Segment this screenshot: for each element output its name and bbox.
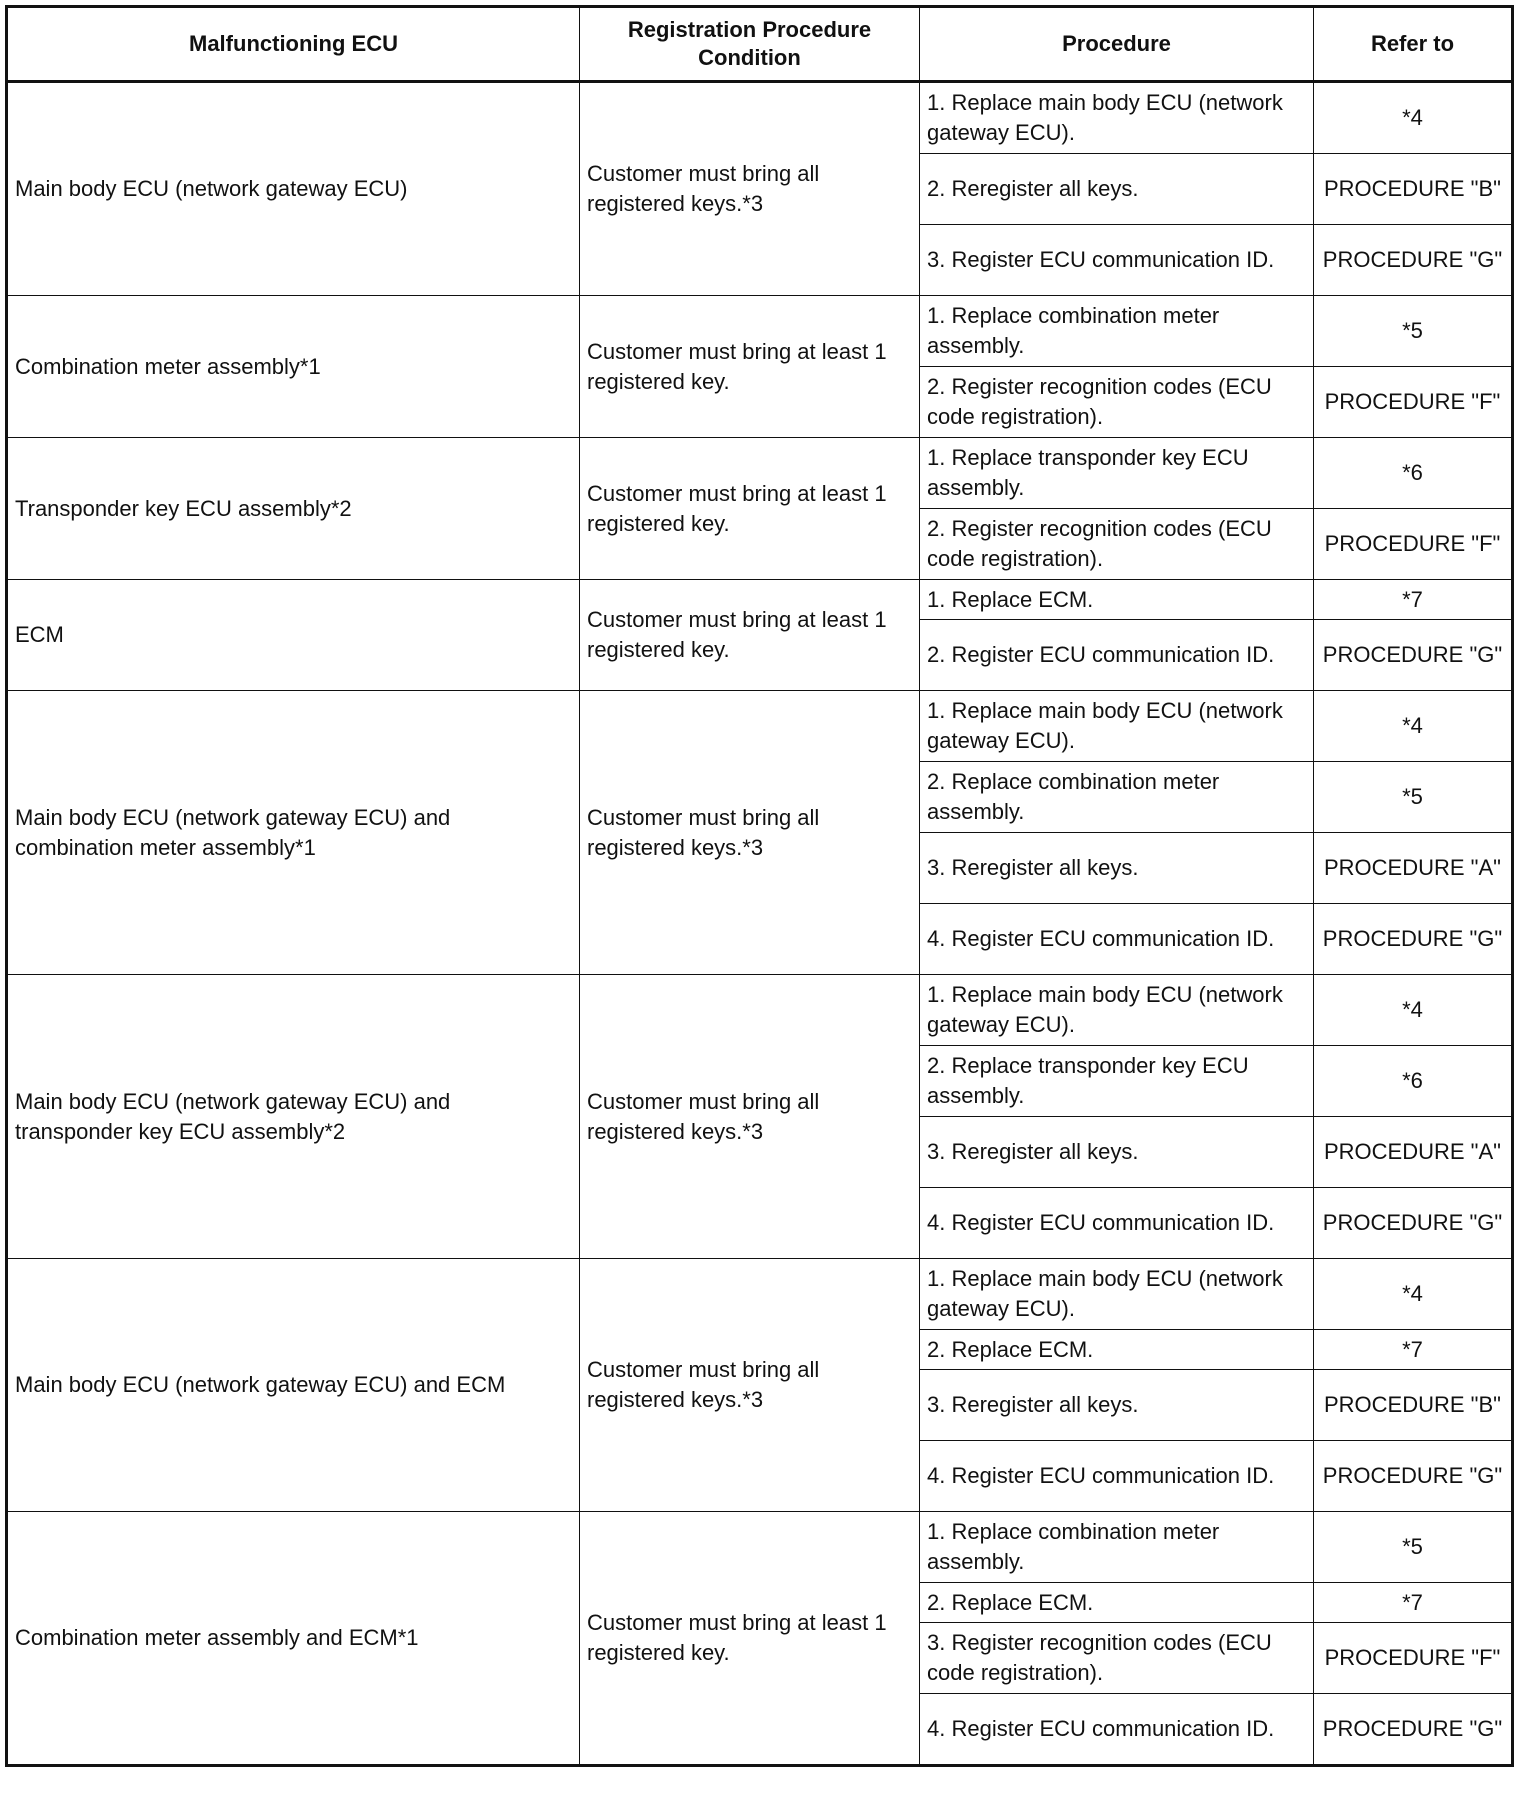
refer-to-cell: *6 xyxy=(1314,1046,1513,1117)
registration-condition-cell: Customer must bring at least 1 registered key. xyxy=(580,1512,920,1766)
refer-to-cell: PROCEDURE "G" xyxy=(1314,620,1513,691)
table-row xyxy=(7,82,1513,154)
refer-to-cell: *5 xyxy=(1314,762,1513,833)
refer-to-cell: PROCEDURE "F" xyxy=(1314,509,1513,580)
procedure-step-cell: 3. Register recognition codes (ECU code registration). xyxy=(920,1623,1314,1694)
refer-to-cell: *4 xyxy=(1314,1259,1513,1330)
refer-to-cell: *7 xyxy=(1314,580,1513,620)
malfunctioning-ecu-cell: Main body ECU (network gateway ECU) xyxy=(7,82,580,296)
registration-condition-cell: Customer must bring all registered keys.*3 xyxy=(580,82,920,296)
table-container xyxy=(5,5,1514,1767)
malfunctioning-ecu-cell: Main body ECU (network gateway ECU) and transponder key ECU assembly*2 xyxy=(7,975,580,1259)
procedure-step-cell: 1. Replace transponder key ECU assembly. xyxy=(920,438,1314,509)
procedure-step-cell: 4. Register ECU communication ID. xyxy=(920,1188,1314,1259)
procedure-step-cell: 2. Replace ECM. xyxy=(920,1583,1314,1623)
procedure-step-cell: 2. Register recognition codes (ECU code registration). xyxy=(920,367,1314,438)
refer-to-cell: PROCEDURE "B" xyxy=(1314,154,1513,225)
procedure-step-cell: 2. Reregister all keys. xyxy=(920,154,1314,225)
procedure-step-cell: 1. Replace combination meter assembly. xyxy=(920,296,1314,367)
procedure-step-cell: 2. Register ECU communication ID. xyxy=(920,620,1314,691)
header-malfunctioning-ecu: Malfunctioning ECU xyxy=(7,7,580,82)
procedure-step-cell: 1. Replace main body ECU (network gateway ECU). xyxy=(920,691,1314,762)
refer-to-cell: *4 xyxy=(1314,82,1513,154)
refer-to-cell: *7 xyxy=(1314,1583,1513,1623)
refer-to-cell: PROCEDURE "A" xyxy=(1314,833,1513,904)
procedure-step-cell: 3. Register ECU communication ID. xyxy=(920,225,1314,296)
refer-to-cell: PROCEDURE "G" xyxy=(1314,225,1513,296)
procedure-step-cell: 4. Register ECU communication ID. xyxy=(920,904,1314,975)
registration-condition-cell: Customer must bring at least 1 registered key. xyxy=(580,296,920,438)
header-registration-condition xyxy=(580,7,920,82)
procedure-step-cell: 1. Replace main body ECU (network gateway ECU). xyxy=(920,975,1314,1046)
procedure-step-cell: 2. Replace combination meter assembly. xyxy=(920,762,1314,833)
refer-to-cell: PROCEDURE "F" xyxy=(1314,1623,1513,1694)
procedure-step-cell: 1. Replace main body ECU (network gateway ECU). xyxy=(920,82,1314,154)
refer-to-cell: *5 xyxy=(1314,1512,1513,1583)
procedure-step-cell: 2. Register recognition codes (ECU code registration). xyxy=(920,509,1314,580)
registration-condition-cell: Customer must bring all registered keys.*3 xyxy=(580,1259,920,1512)
registration-condition-cell: Customer must bring at least 1 registered key. xyxy=(580,580,920,691)
refer-to-cell: PROCEDURE "A" xyxy=(1314,1117,1513,1188)
procedure-step-cell: 1. Replace ECM. xyxy=(920,580,1314,620)
refer-to-cell: *4 xyxy=(1314,691,1513,762)
refer-to-cell: *7 xyxy=(1314,1330,1513,1370)
procedure-step-cell: 1. Replace main body ECU (network gateway ECU). xyxy=(920,1259,1314,1330)
refer-to-cell: PROCEDURE "G" xyxy=(1314,1188,1513,1259)
malfunctioning-ecu-cell: ECM xyxy=(7,580,580,691)
header-procedure: Procedure xyxy=(920,7,1314,82)
table-row xyxy=(7,438,1513,509)
table-row xyxy=(7,296,1513,367)
header-registration-condition-text: Registration Procedure Condition xyxy=(627,17,872,70)
registration-condition-cell: Customer must bring at least 1 registered key. xyxy=(580,438,920,580)
refer-to-cell: PROCEDURE "F" xyxy=(1314,367,1513,438)
header-row xyxy=(7,7,1513,82)
table-header xyxy=(7,7,1513,82)
procedure-step-cell: 4. Register ECU communication ID. xyxy=(920,1441,1314,1512)
table-row xyxy=(7,580,1513,620)
registration-condition-cell: Customer must bring all registered keys.*3 xyxy=(580,691,920,975)
refer-to-cell: PROCEDURE "B" xyxy=(1314,1370,1513,1441)
refer-to-cell: *6 xyxy=(1314,438,1513,509)
header-refer-to: Refer to xyxy=(1314,7,1513,82)
ecu-replacement-table xyxy=(5,5,1514,1767)
registration-condition-cell: Customer must bring all registered keys.*3 xyxy=(580,975,920,1259)
procedure-step-cell: 3. Reregister all keys. xyxy=(920,833,1314,904)
procedure-step-cell: 3. Reregister all keys. xyxy=(920,1117,1314,1188)
procedure-step-cell: 2. Replace ECM. xyxy=(920,1330,1314,1370)
refer-to-cell: *4 xyxy=(1314,975,1513,1046)
table-row xyxy=(7,691,1513,762)
malfunctioning-ecu-cell: Main body ECU (network gateway ECU) and ECM xyxy=(7,1259,580,1512)
table-body xyxy=(7,82,1513,1766)
table-row xyxy=(7,975,1513,1046)
malfunctioning-ecu-cell: Combination meter assembly*1 xyxy=(7,296,580,438)
procedure-step-cell: 4. Register ECU communication ID. xyxy=(920,1694,1314,1766)
procedure-step-cell: 3. Reregister all keys. xyxy=(920,1370,1314,1441)
table-row xyxy=(7,1512,1513,1583)
table-row xyxy=(7,1259,1513,1330)
malfunctioning-ecu-cell: Main body ECU (network gateway ECU) and combination meter assembly*1 xyxy=(7,691,580,975)
refer-to-cell: PROCEDURE "G" xyxy=(1314,1694,1513,1766)
procedure-step-cell: 1. Replace combination meter assembly. xyxy=(920,1512,1314,1583)
refer-to-cell: PROCEDURE "G" xyxy=(1314,904,1513,975)
procedure-step-cell: 2. Replace transponder key ECU assembly. xyxy=(920,1046,1314,1117)
refer-to-cell: PROCEDURE "G" xyxy=(1314,1441,1513,1512)
refer-to-cell: *5 xyxy=(1314,296,1513,367)
malfunctioning-ecu-cell: Transponder key ECU assembly*2 xyxy=(7,438,580,580)
malfunctioning-ecu-cell: Combination meter assembly and ECM*1 xyxy=(7,1512,580,1766)
